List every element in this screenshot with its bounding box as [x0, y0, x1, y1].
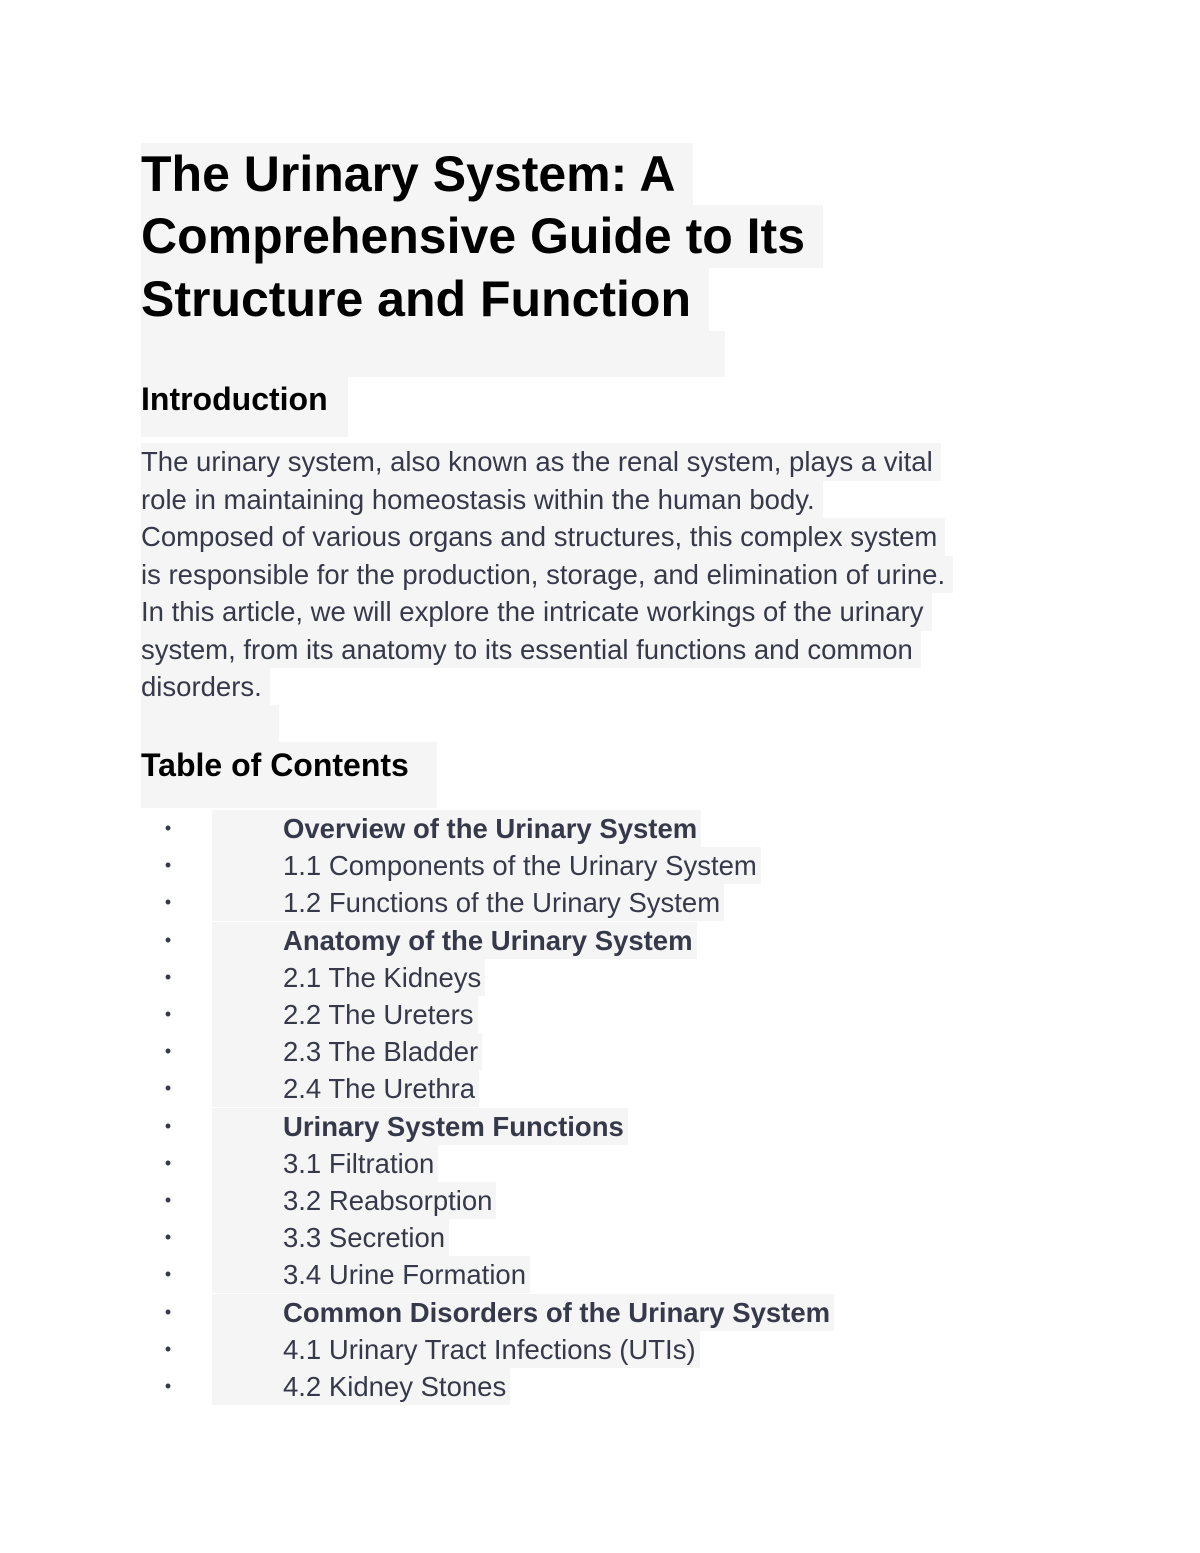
- paragraph-line: system, from its anatomy to its essential functions and common: [141, 631, 921, 669]
- list-item: [0, 847, 1200, 884]
- title-block: [141, 141, 806, 377]
- paragraph-line: In this article, we will explore the intricate workings of the urinary: [141, 593, 932, 631]
- toc-subsection-title: 3.4 Urine Formation: [212, 1256, 530, 1293]
- paragraph-line: role in maintaining homeostasis within the human body.: [141, 481, 823, 519]
- paragraph-line: is responsible for the production, storage, and elimination of urine.: [141, 556, 953, 594]
- table-of-contents-heading: Table of Contents: [141, 742, 437, 808]
- toc-subsection-title: 2.4 The Urethra: [212, 1070, 479, 1107]
- list-item: [0, 959, 1200, 996]
- title-line: The Urinary System: A: [141, 143, 693, 206]
- bullet-icon: •: [164, 1301, 172, 1322]
- list-item: [0, 996, 1200, 1033]
- bullet-icon: •: [164, 1227, 172, 1248]
- list-item: [0, 1182, 1200, 1219]
- bullet-icon: •: [164, 1115, 172, 1136]
- list-item: [0, 1368, 1200, 1405]
- toc-subsection-title: 2.1 The Kidneys: [212, 959, 485, 996]
- title-line: Comprehensive Guide to Its: [141, 205, 823, 268]
- list-item: [0, 922, 1200, 959]
- toc-section-title: Urinary System Functions: [212, 1108, 628, 1145]
- bullet-icon: •: [164, 1190, 172, 1210]
- paragraph-line: Composed of various organs and structures, this complex system: [141, 518, 945, 556]
- list-item: [0, 810, 1200, 847]
- bullet-icon: •: [164, 1152, 172, 1173]
- toc-section-title: Common Disorders of the Urinary System: [212, 1294, 834, 1331]
- paragraph-highlight-spacer: [141, 705, 279, 745]
- toc-subsection-title: 4.2 Kidney Stones: [212, 1368, 510, 1405]
- bullet-icon: •: [164, 1338, 172, 1359]
- list-item: [0, 1331, 1200, 1368]
- toc-subsection-title: 2.3 The Bladder: [212, 1033, 482, 1070]
- list-item: [0, 1070, 1200, 1107]
- toc-subsection-title: 3.3 Secretion: [212, 1219, 449, 1256]
- toc-subsection-title: 2.2 The Ureters: [212, 996, 478, 1033]
- toc-section-title: Anatomy of the Urinary System: [212, 922, 697, 959]
- toc-subsection-title: 3.1 Filtration: [212, 1145, 438, 1182]
- list-item: [0, 1033, 1200, 1070]
- bullet-icon: •: [164, 818, 172, 838]
- toc-subsection-title: 1.1 Components of the Urinary System: [212, 847, 761, 884]
- list-item: [0, 1108, 1200, 1145]
- bullet-icon: •: [164, 1264, 172, 1285]
- list-item: [0, 884, 1200, 921]
- bullet-icon: •: [164, 1041, 172, 1062]
- bullet-icon: •: [164, 929, 172, 950]
- bullet-icon: •: [164, 1004, 172, 1024]
- list-item: [0, 1256, 1200, 1293]
- paragraph-line: The urinary system, also known as the renal system, plays a vital: [141, 443, 941, 481]
- list-item: [0, 1294, 1200, 1331]
- introduction-heading: Introduction: [141, 377, 348, 437]
- bullet-icon: •: [164, 892, 172, 913]
- paragraph-line: disorders.: [141, 668, 270, 706]
- bullet-icon: •: [164, 966, 172, 987]
- bullet-icon: •: [164, 855, 172, 876]
- toc-subsection-title: 4.1 Urinary Tract Infections (UTIs): [212, 1331, 700, 1368]
- list-item: [0, 1219, 1200, 1256]
- toc-section-title: Overview of the Urinary System: [212, 810, 701, 847]
- list-item: [0, 1145, 1200, 1182]
- title-highlight-spacer: [141, 331, 725, 377]
- toc-subsection-title: 1.2 Functions of the Urinary System: [212, 884, 724, 921]
- bullet-icon: •: [164, 1078, 172, 1099]
- toc-subsection-title: 3.2 Reabsorption: [212, 1182, 496, 1219]
- title-line: Structure and Function: [141, 268, 709, 331]
- bullet-icon: •: [164, 1376, 172, 1396]
